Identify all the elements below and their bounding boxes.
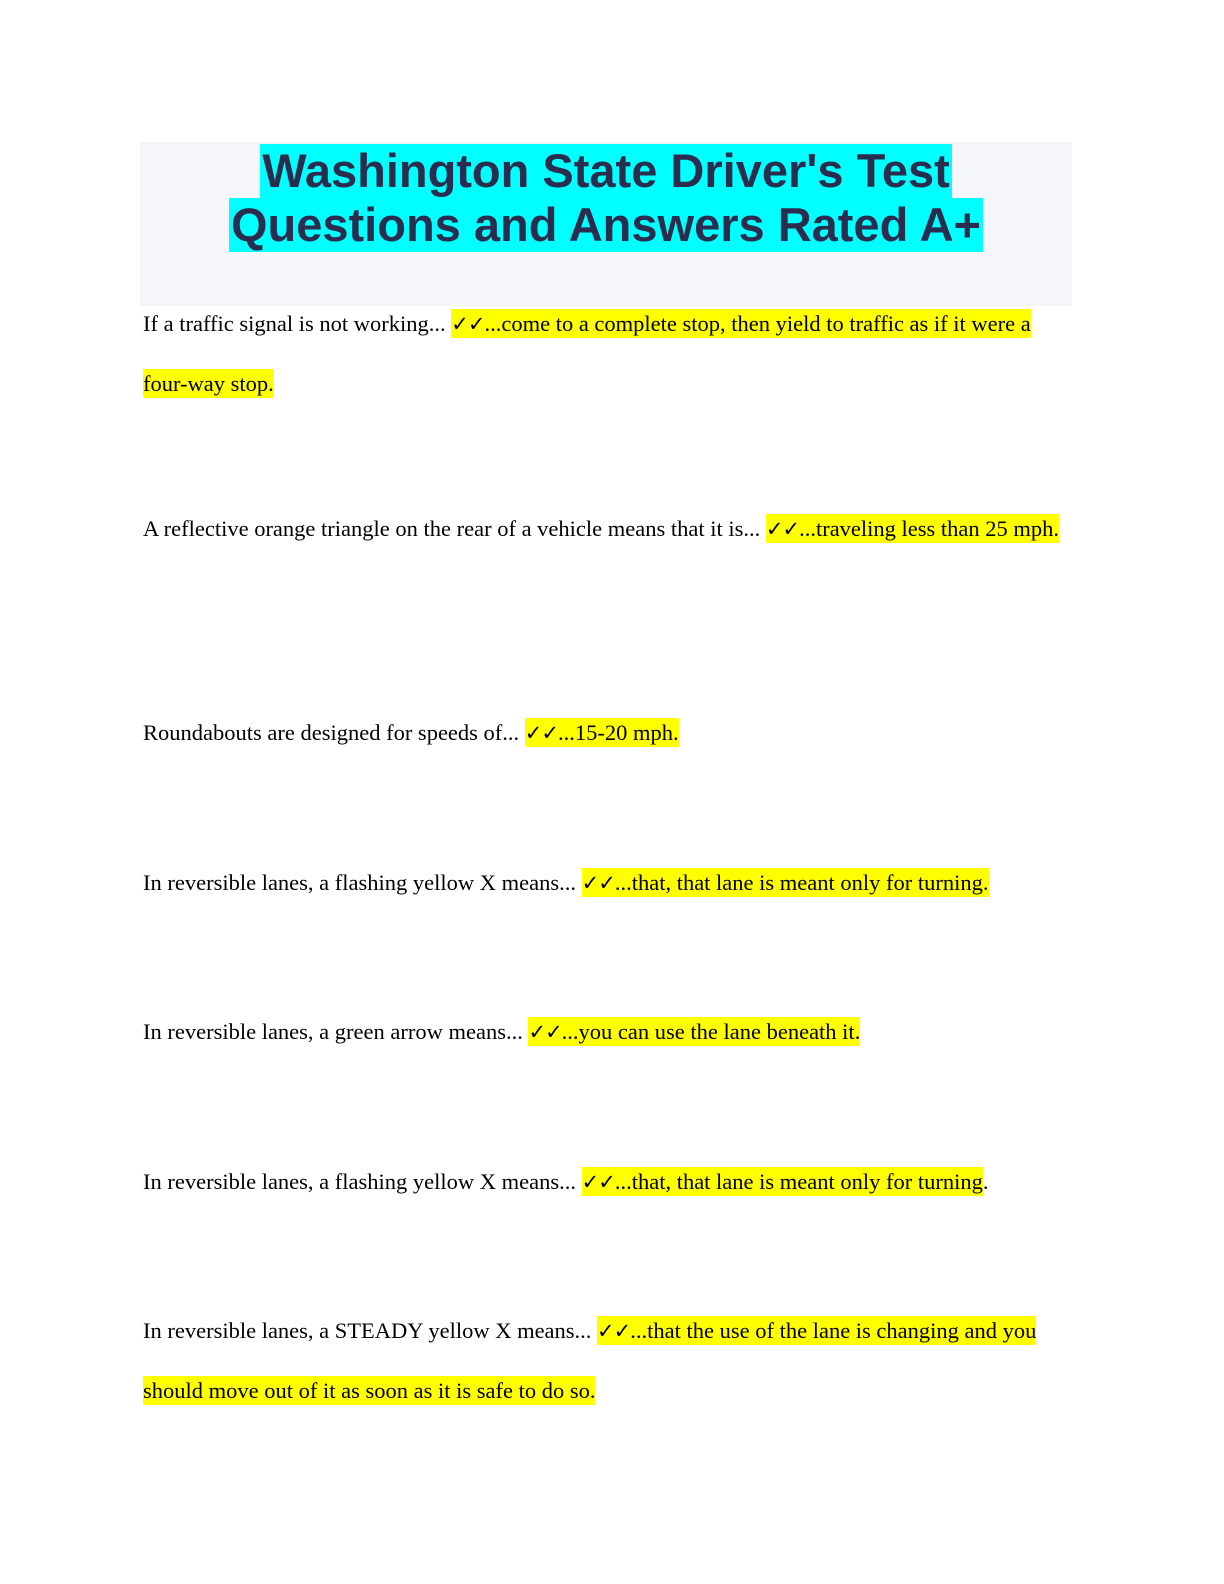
qa-item-3 bbox=[143, 703, 1075, 763]
qa-item-6 bbox=[143, 1152, 1075, 1212]
document-title-line-2: Questions and Answers Rated A+ bbox=[230, 198, 981, 251]
document-title-line-1: Washington State Driver's Test bbox=[262, 144, 950, 197]
qa-item-5 bbox=[143, 1002, 1075, 1062]
answer-highlight bbox=[582, 868, 989, 897]
qa-item-4 bbox=[143, 853, 1075, 913]
answer-text: ...that, that lane is meant only for turning bbox=[614, 1169, 983, 1194]
qa-item-7 bbox=[143, 1301, 1075, 1420]
double-check-icon: ✓✓ bbox=[765, 517, 800, 541]
double-check-icon: ✓✓ bbox=[524, 721, 558, 745]
question-text: In reversible lanes, a green arrow means... bbox=[143, 1019, 529, 1044]
qa-item-2 bbox=[143, 499, 1075, 559]
double-check-icon: ✓✓ bbox=[451, 312, 485, 336]
double-check-icon: ✓✓ bbox=[528, 1020, 562, 1044]
question-text: In reversible lanes, a STEADY yellow X means... bbox=[143, 1318, 598, 1343]
question-text: Roundabouts are designed for speeds of... bbox=[143, 720, 525, 745]
double-check-icon: ✓✓ bbox=[581, 871, 615, 895]
question-text: In reversible lanes, a flashing yellow X means... bbox=[143, 870, 582, 895]
double-check-icon: ✓✓ bbox=[581, 1170, 615, 1194]
answer-text: ...come to a complete stop, then yield to traffic as if it were a four-way stop. bbox=[143, 311, 1031, 396]
double-check-icon: ✓✓ bbox=[597, 1319, 631, 1343]
answer-text: ...that the use of the lane is changing and you should move out of it as soon as it is safe to do so. bbox=[143, 1318, 1037, 1403]
answer-text: ...traveling less than 25 mph. bbox=[799, 516, 1060, 541]
answer-text: ...you can use the lane beneath it. bbox=[561, 1019, 861, 1044]
answer-trailing: . bbox=[982, 1169, 989, 1194]
title-banner bbox=[140, 142, 1072, 306]
answer-text: ...that, that lane is meant only for turning. bbox=[614, 870, 989, 895]
answer-text: ...15-20 mph. bbox=[558, 720, 679, 745]
qa-item-1 bbox=[143, 294, 1075, 413]
answer-highlight bbox=[582, 1167, 983, 1196]
question-text: In reversible lanes, a flashing yellow X means... bbox=[143, 1169, 582, 1194]
question-text: If a traffic signal is not working... bbox=[143, 311, 452, 336]
answer-highlight bbox=[766, 514, 1059, 543]
answer-highlight bbox=[525, 718, 679, 747]
question-text: A reflective orange triangle on the rear of a vehicle means that it is... bbox=[143, 516, 766, 541]
answer-highlight bbox=[528, 1017, 860, 1046]
